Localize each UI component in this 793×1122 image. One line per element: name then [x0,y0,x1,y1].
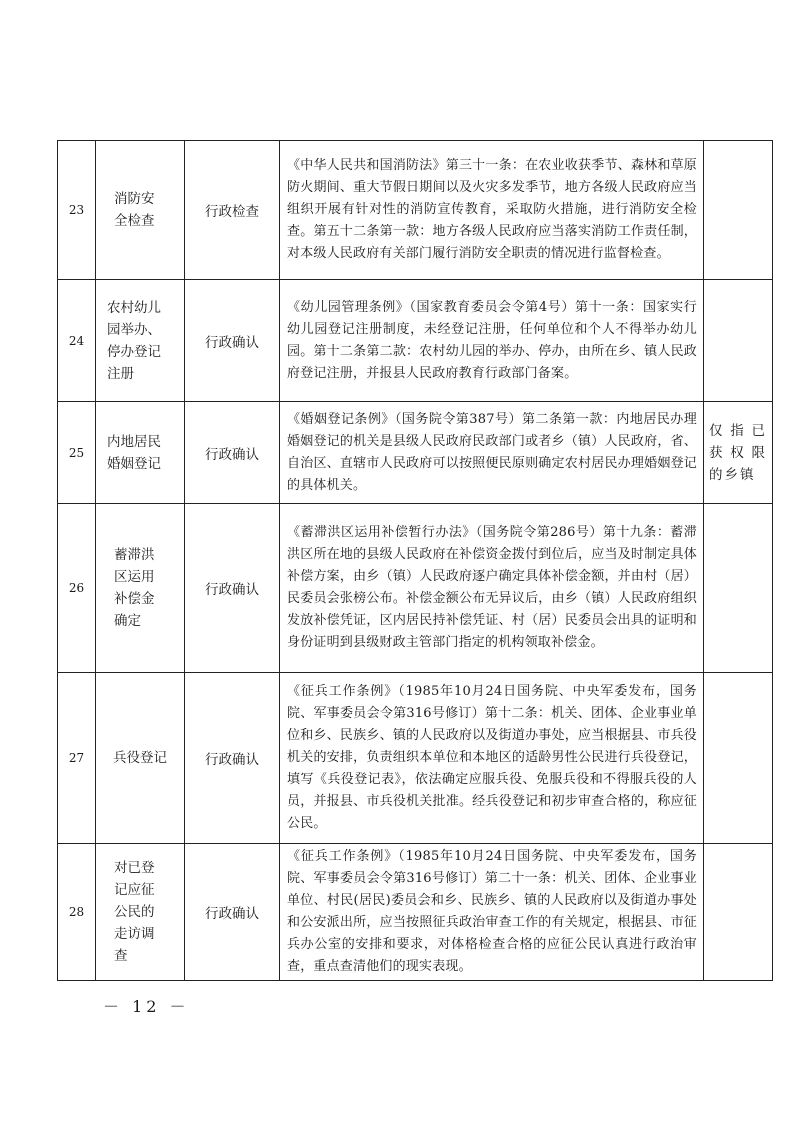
remark [704,504,773,673]
matter-name: 消防安全检查 [96,141,185,280]
legal-basis: 《征兵工作条例》（1985年10月24日国务院、中央军委发布，国务院、军事委员会令第316号修订）第十二条：机关、团体、企业事业单位和乡、民族乡、镇的人民政府以及街道办事处，应当根据县、市兵役机关的安排，负责组织本单位和本地区的适龄男性公民进行兵役登记，填写《兵役登记表》，依法确定应服兵役、免服兵役和不得服兵役的人员，并报县、市兵役机关批准。经兵役登记和初步审查合格的，称应征公民。 [280,673,704,844]
row-number: 23 [58,141,96,280]
legal-basis: 《中华人民共和国消防法》第三十一条：在农业收获季节、森林和草原防火期间、重大节假日期间以及火灾多发季节，地方各级人民政府应当组织开展有针对性的消防宣传教育，采取防火措施，进行消防安全检查。第五十二条第一款：地方各级人民政府应当落实消防工作责任制，对本级人民政府有关部门履行消防安全职责的情况进行监督检查。 [280,141,704,280]
table-row [58,141,773,280]
legal-basis: 《蓄滞洪区运用补偿暂行办法》（国务院令第286号）第十九条：蓄滞洪区所在地的县级人民政府在补偿资金拨付到位后，应当及时制定具体补偿方案，由乡（镇）人民政府逐户确定具体补偿金额，并由村（居）民委员会张榜公布。补偿金额公布无异议后，由乡（镇）人民政府组织发放补偿凭证，区内居民持补偿凭证、村（居）民委员会出具的证明和身份证明到县级财政主管部门指定的机构领取补偿金。 [280,504,704,673]
table-row [58,402,773,504]
matter-type: 行政确认 [185,402,280,504]
remark [704,844,773,981]
matter-type: 行政确认 [185,844,280,981]
matter-type: 行政确认 [185,504,280,673]
remark: 仅指已获权限的乡镇 [704,402,773,504]
row-number: 27 [58,673,96,844]
remark [704,280,773,402]
matter-name: 对已登记应征公民的走访调查 [96,844,185,981]
matter-name: 蓄滞洪区运用补偿金确定 [96,504,185,673]
row-number: 25 [58,402,96,504]
legal-basis: 《婚姻登记条例》（国务院令第387号）第二条第一款：内地居民办理婚姻登记的机关是县级人民政府民政部门或者乡（镇）人民政府，省、自治区、直辖市人民政府可以按照便民原则确定农村居民办理婚姻登记的具体机关。 [280,402,704,504]
table-row [58,673,773,844]
matters-table [57,140,773,981]
matter-type: 行政检查 [185,141,280,280]
matter-name: 内地居民婚姻登记 [96,402,185,504]
row-number: 26 [58,504,96,673]
page-number: － 12 － [103,997,190,1016]
legal-basis: 《征兵工作条例》（1985年10月24日国务院、中央军委发布，国务院、军事委员会令第316号修订）第二十一条：机关、团体、企业事业单位、村民(居民)委员会和乡、民族乡、镇的人民政府以及街道办事处和公安派出所，应当按照征兵政治审查工作的有关规定，根据县、市征兵办公室的安排和要求，对体格检查合格的应征公民认真进行政治审查，重点查清他们的现实表现。 [280,844,704,981]
table-row [58,280,773,402]
remark [704,141,773,280]
matter-type: 行政确认 [185,673,280,844]
remark [704,673,773,844]
table-row [58,844,773,981]
matter-name: 兵役登记 [96,673,185,844]
row-number: 24 [58,280,96,402]
legal-basis: 《幼儿园管理条例》（国家教育委员会令第4号）第十一条：国家实行幼儿园登记注册制度，未经登记注册，任何单位和个人不得举办幼儿园。第十二条第二款：农村幼儿园的举办、停办，由所在乡、镇人民政府登记注册，并报县人民政府教育行政部门备案。 [280,280,704,402]
matter-name: 农村幼儿园举办、停办登记注册 [96,280,185,402]
matter-type: 行政确认 [185,280,280,402]
row-number: 28 [58,844,96,981]
table-row [58,504,773,673]
